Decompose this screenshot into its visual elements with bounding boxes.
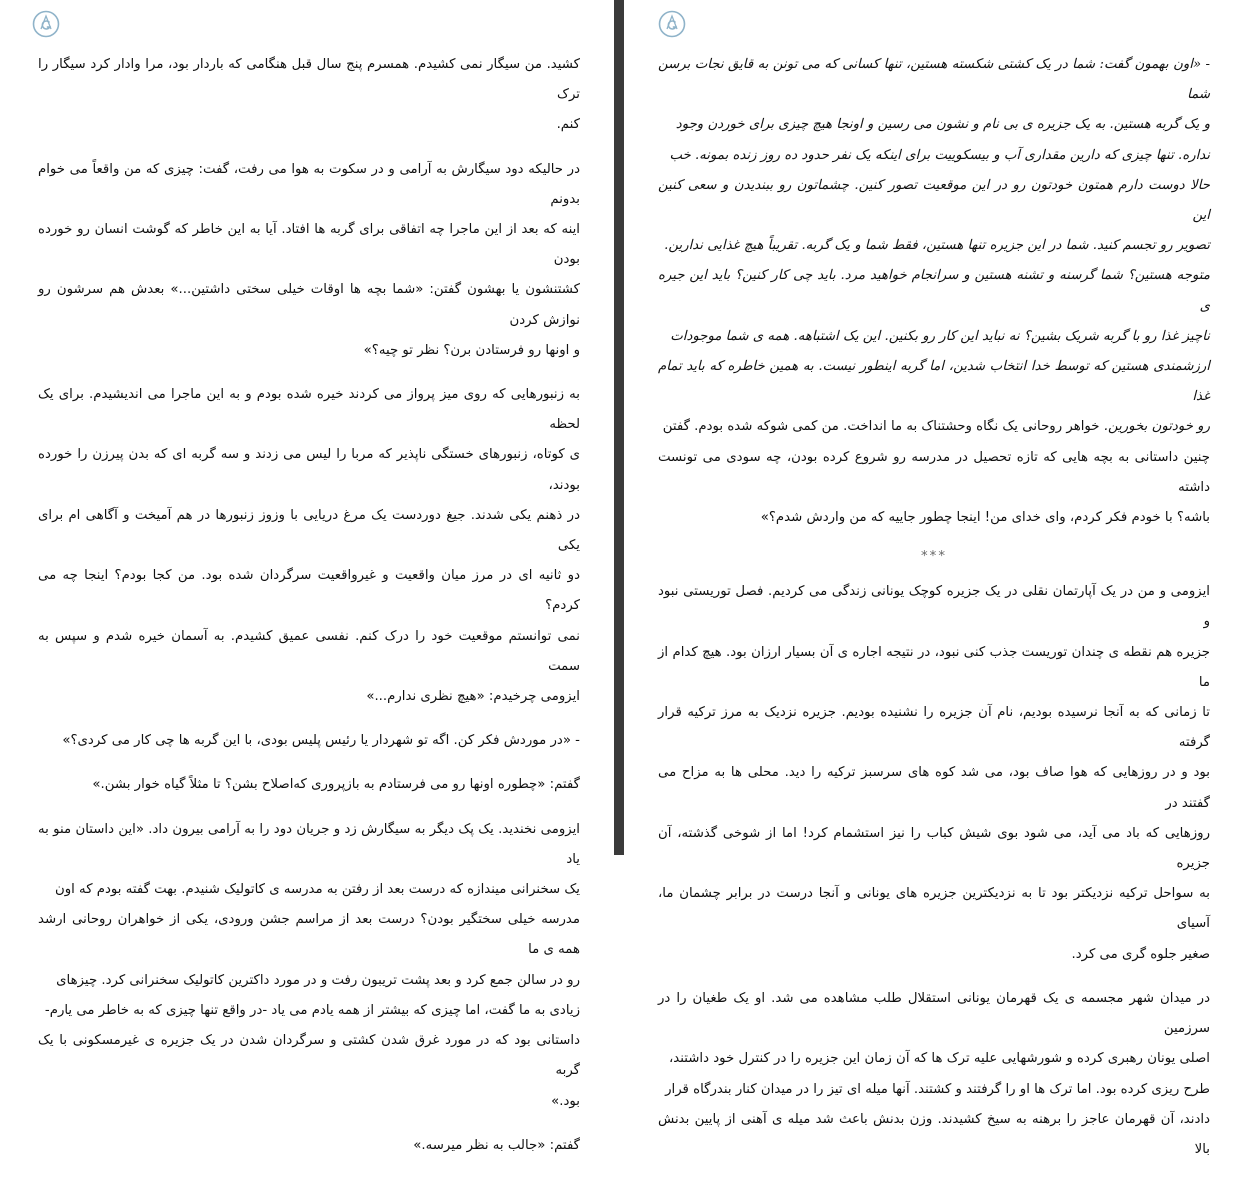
book-spine: [614, 0, 624, 855]
right-page: [624, 0, 1234, 1157]
left-page-text: [38, 50, 580, 1175]
section-separator: ***: [921, 549, 947, 565]
paragraph: به زنبورهایی که روی میز پرواز می کردند خیره شده بودم و به این ماجرا می اندیشیدم. برای یک لحظه ی کوتاه، زنبورهای خستگی ناپذیر که مربا را لیس می زدند و سه گربه ای که بدن پیرزن را خورده بودند، در ذهنم یکی شدند. جیغ دوردست یک مرغ دریایی با وزوز زنبورها در هم آمیخت و آگاهی ام برای یکی دو ثانیه ای در مرز میان واقعیت و غیرواقعیت سرگردان شده بود. من کجا بودم؟ اینجا چه می کردم؟ نمی توانستم موقعیت خود را درک کنم. نفسی عمیق کشیدم. به آسمان خیره شدم و سپس به سمت ایزومی چرخیدم: «هیچ نظری ندارم...»: [38, 387, 580, 705]
right-page-text: [658, 50, 1210, 1179]
paragraph: در حالیکه دود سیگارش به آرامی و در سکوت به هوا می رفت، گفت: چیزی که من واقعاً می خوام بدونم اینه که بعد از این ماجرا چه اتفاقی برای گربه ها افتاد. آیا به این خاطر که گوشت انسان رو خورده بودن کشتنشون یا بهشون گفتن: «شما بچه ها اوقات خیلی سختی داشتین...» بعدش هم سرشون رو نوازش کردن و اونها رو فرستادن برن؟ نظر تو چیه؟»: [38, 161, 580, 358]
paragraph: در میدان شهر مجسمه ی یک قهرمان یونانی استقلال طلب مشاهده می شد. او یک طغیان را در سرزمین اصلی یونان رهبری کرده و شورشهایی علیه ترک ها که آن زمان این جزیره را در کنترل خود داشتند، طرح ریزی کرده بود. اما ترک ها او را گرفتند و کشتند. آنها میله ای تیز را در میدان کنار بندرگاه قرار دادند، آن قهرمان عاجز را برهنه به سیخ کشیدند. وزن بدنش باعث شد میله ی آهنی از پایین بدنش بالا: [658, 990, 1210, 1157]
left-page: [0, 0, 614, 1153]
italic-quote: - «اون بهمون گفت: شما در یک کشتی شکسته هستین، تنها کسانی که می تونن به قایق نجات برسن شما و یک گربه هستین. به یک جزیره ی بی نام و نشون می رسین و اونجا هیچ چیزی برای خوردن وجود نداره. تنها چیزی که دارین مقداری آب و بیسکوییت برای اینکه یک نفر حدود ده روز زنده بمونه. خب حالا دوست دارم همتون خودتون رو در این موقعیت تصور کنین. چشماتون رو ببندیدن و سعی کنین این تصویر رو تجسم کنید. شما در این جزیره تنها هستین، فقط شما و یک گربه. تقریباً هیچ غذایی ندارین. متوجه هستین؟ شما گرسنه و تشنه هستین و سرانجام خواهید مرد. باید چی کار کنین؟ باید این جیره ی ناچیز غذا رو با گربه شریک بشین؟ نه نباید این کار رو بکنین. این یک اشتباهه. همه ی شما موجودات ارزشمندی هستین که توسط خدا انتخاب شدین، اما گربه اینطور نیست. به همین خاطره که باید تمام غذا رو خودتون بخورین.: [658, 57, 1210, 435]
dialogue-line: - «در موردش فکر کن. اگه تو شهردار یا رئیس پلیس بودی، با این گربه ها چی کار می کردی؟»: [62, 733, 580, 749]
quote-continuation: خواهر روحانی یک نگاه وحشتناک به ما انداخت. من کمی شوکه شده بودم. گفتن چنین داستانی به بچه هایی که تازه تحصیل در مدرسه رو شروع کرده بودن، چه سودی می تونست داشته باشه؟ با خودم فکر کردم، وای خدای من! اینجا چطور جاییه که من واردش شدم؟»: [658, 419, 1210, 526]
dialogue-line: گفتم: «چطوره اونها رو می فرستادم به بازپروری که‌اصلاح بشن؟ تا مثلاً گیاه خوار بشن.»: [92, 777, 580, 793]
logo-icon: [658, 10, 686, 38]
paragraph: ایزومی و من در یک آپارتمان نقلی در یک جزیره کوچک یونانی زندگی می کردیم. فصل توریستی نبود و جزیره هم نقطه ی چندان توریست جذب کنی نبود، در نتیجه اجاره ی آن بسیار ارزان بود. هیچ کدام از ما تا زمانی که به آنجا نرسیده بودیم، نام آن جزیره را نشنیده بودیم. جزیره نزدیک به مرز ترکیه قرار گرفته بود و در روزهایی که هوا صاف بود، می شد کوه های سرسبز ترکیه را دید. محلی ها به مزاح می گفتند در روزهایی که باد می آید، می شود بوی شیش کباب را نیز استشمام کرد! اما از شوخی گذشته، آن جزیره به سواحل ترکیه نزدیکتر بود تا به نزدیکترین جزیره های یونانی و آنجا درست در برابر چشمان ما، آسیای صغیر جلوه گری می کرد.: [658, 584, 1210, 962]
logo-icon: [32, 10, 60, 38]
dialogue-line: گفتم: «جالب به نظر میرسه.»: [413, 1137, 580, 1153]
quoted-story-paragraph: [658, 50, 1210, 533]
paragraph: کشید. من سیگار نمی کشیدم. همسرم پنج سال قبل هنگامی که باردار بود، مرا وادار کرد سیگار را ترک کنم.: [38, 57, 580, 133]
paragraph: ایزومی نخندید. یک پک دیگر به سیگارش زد و جریان دود را به آرامی بیرون داد. «این داستان منو به یاد یک سخنرانی میندازه که درست بعد از رفتن به مدرسه ی کاتولیک شنیدم. بهت گفته بودم که اون مدرسه خیلی سختگیر بودن؟ درست بعد از مراسم جشن ورودی، یکی از خواهران روحانی ارشد همه ی ما رو در سالن جمع کرد و بعد پشت تریبون رفت و در مورد داکترین کاتولیک سخنرانی کرد. چیزهای زیادی به ما گفت، اما چیزی که بیشتر از همه یادم می یاد -در واقع تنها چیزی که به خاطر می یارم- داستانی بود که در مورد غرق شدن کشتی و سرگردان شدن در یک جزیره ی غیرمسکونی با یک گربه بود.»: [38, 821, 580, 1109]
